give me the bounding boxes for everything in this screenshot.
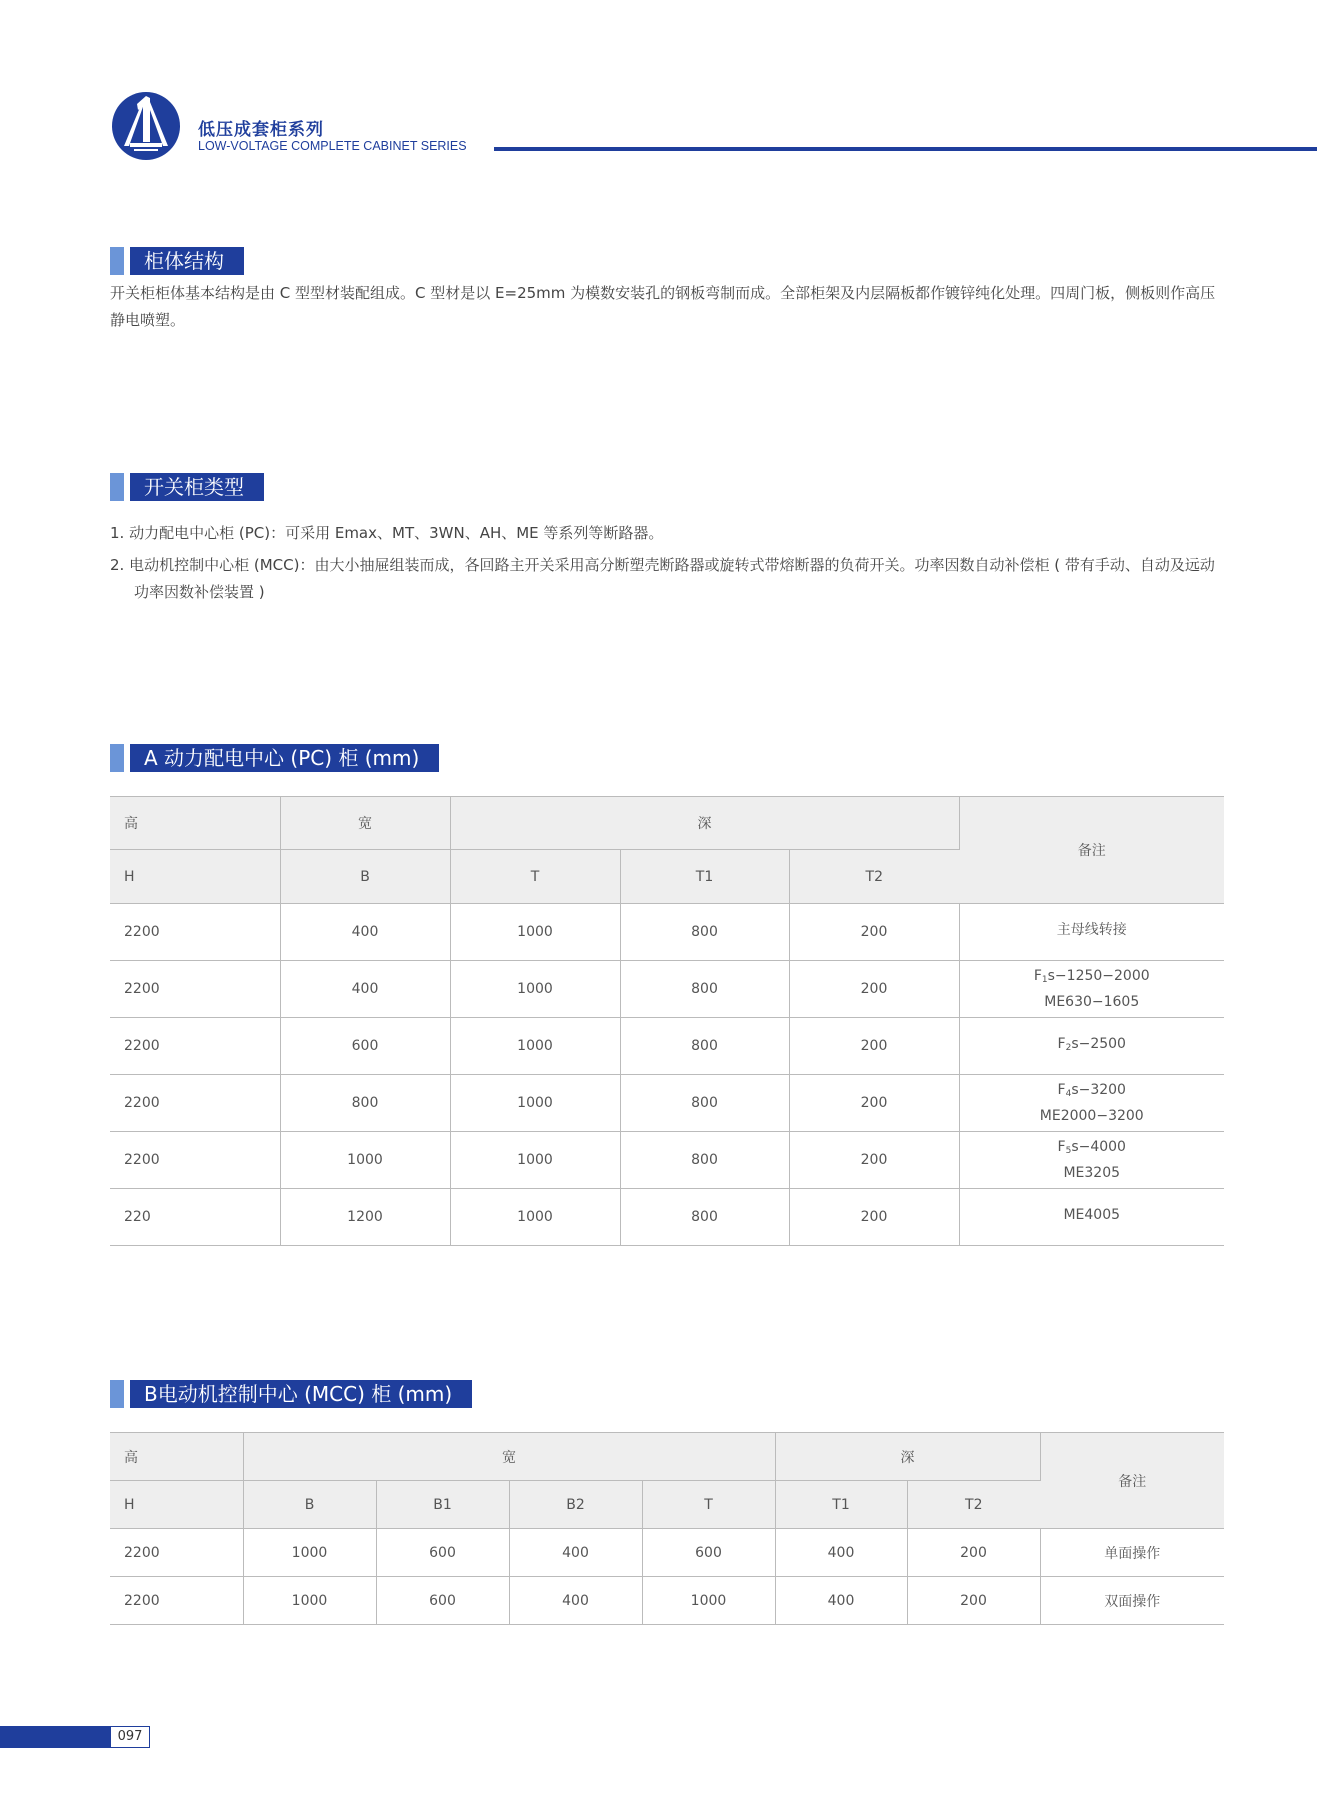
table-row bbox=[110, 1075, 1224, 1132]
cell-note bbox=[959, 1075, 1224, 1132]
cell-t: 1000 bbox=[450, 1132, 620, 1189]
header-cell: H bbox=[110, 850, 280, 904]
cell-t2: 200 bbox=[789, 1075, 959, 1132]
header-cell: B1 bbox=[376, 1481, 509, 1529]
cell-h: 220 bbox=[110, 1189, 280, 1246]
footer-bar bbox=[0, 1726, 110, 1748]
page-number: 097 bbox=[110, 1726, 150, 1748]
cell-t1: 800 bbox=[620, 1132, 789, 1189]
section-bar bbox=[110, 247, 124, 275]
section-label: 开关柜类型 bbox=[130, 473, 264, 501]
company-logo bbox=[110, 90, 182, 162]
cell-b: 400 bbox=[280, 904, 450, 961]
cell-h: 2200 bbox=[110, 1132, 280, 1189]
table-row bbox=[110, 1189, 1224, 1246]
header-cell: T2 bbox=[907, 1481, 1040, 1529]
cell-t: 1000 bbox=[642, 1577, 775, 1625]
cell-b: 600 bbox=[280, 1018, 450, 1075]
section-label: A 动力配电中心 (PC) 柜 (mm) bbox=[130, 744, 439, 772]
header-cell: T1 bbox=[775, 1481, 907, 1529]
header-cell: H bbox=[110, 1481, 243, 1529]
cell-h: 2200 bbox=[110, 1529, 243, 1577]
note-line2: ME2000−3200 bbox=[1039, 1108, 1144, 1124]
cell-t2: 200 bbox=[789, 961, 959, 1018]
cell-h: 2200 bbox=[110, 1577, 243, 1625]
note-line2: ME630−1605 bbox=[1044, 994, 1140, 1010]
cell-b: 1000 bbox=[280, 1132, 450, 1189]
table-row bbox=[110, 1529, 1224, 1577]
cell-t1: 800 bbox=[620, 1189, 789, 1246]
cell-note bbox=[959, 1132, 1224, 1189]
header-cell: 深 bbox=[450, 797, 959, 850]
cell-t2: 200 bbox=[789, 1018, 959, 1075]
cell-t1: 800 bbox=[620, 1018, 789, 1075]
cell-t: 1000 bbox=[450, 904, 620, 961]
cell-h: 2200 bbox=[110, 904, 280, 961]
section-title-cabinet-types bbox=[110, 473, 264, 501]
cell-h: 2200 bbox=[110, 1018, 280, 1075]
header-cell: 高 bbox=[110, 797, 280, 850]
cell-note: 双面操作 bbox=[1040, 1577, 1224, 1625]
header-cell: B bbox=[243, 1481, 376, 1529]
cell-note bbox=[959, 904, 1224, 961]
cell-t2: 200 bbox=[789, 1132, 959, 1189]
cell-b2: 400 bbox=[509, 1529, 642, 1577]
section-title-table-b bbox=[110, 1380, 472, 1408]
header-cell: T bbox=[450, 850, 620, 904]
list-item: 2. 电动机控制中心柜 (MCC)：由大小抽屉组装而成，各回路主开关采用高分断塑壳断路器或旋转式带熔断器的负荷开关。功率因数自动补偿柜 ( 带有手动、自动及远动功率因数补偿装置 ) bbox=[110, 556, 1215, 601]
cell-t1: 800 bbox=[620, 1075, 789, 1132]
header-cell: B2 bbox=[509, 1481, 642, 1529]
cell-t1: 800 bbox=[620, 904, 789, 961]
note-line1: $F_4s-3200$ bbox=[1057, 1082, 1126, 1099]
table-row bbox=[110, 1132, 1224, 1189]
section-bar bbox=[110, 473, 124, 501]
cell-b1: 600 bbox=[376, 1529, 509, 1577]
note-line2: ME3205 bbox=[1063, 1165, 1121, 1181]
header-cell: 宽 bbox=[243, 1433, 775, 1481]
mcc-cabinet-table bbox=[110, 1432, 1224, 1625]
cell-note bbox=[959, 1189, 1224, 1246]
note-line1: $F_1s-1250-2000$ bbox=[1033, 968, 1150, 985]
pc-cabinet-table bbox=[110, 796, 1224, 1246]
section-bar bbox=[110, 744, 124, 772]
section-title-table-a bbox=[110, 744, 439, 772]
cell-b: 800 bbox=[280, 1075, 450, 1132]
table-row bbox=[110, 904, 1224, 961]
cell-b: 1000 bbox=[243, 1529, 376, 1577]
section-bar bbox=[110, 1380, 124, 1408]
cell-b1: 600 bbox=[376, 1577, 509, 1625]
header-cell: 高 bbox=[110, 1433, 243, 1481]
cell-t2: 200 bbox=[907, 1577, 1040, 1625]
cell-t: 1000 bbox=[450, 1018, 620, 1075]
cell-b: 1000 bbox=[243, 1577, 376, 1625]
table-header-row bbox=[110, 1433, 1224, 1481]
page-header bbox=[0, 0, 1317, 170]
cell-b: 1200 bbox=[280, 1189, 450, 1246]
header-divider bbox=[494, 147, 1317, 151]
cabinet-structure-text: 开关柜柜体基本结构是由 C 型型材装配组成。C 型材是以 E=25mm 为模数安装孔的钢板弯制而成。全部柜架及内层隔板都作镀锌纯化处理。四周门板，侧板则作高压静电喷塑。 bbox=[110, 284, 1216, 329]
table-row bbox=[110, 961, 1224, 1018]
cell-t: 1000 bbox=[450, 1189, 620, 1246]
note-line1: 主母线转接 bbox=[1056, 922, 1127, 938]
brand-title-cn: 低压成套柜系列 bbox=[198, 120, 324, 140]
cell-t: 1000 bbox=[450, 1075, 620, 1132]
cell-t1: 800 bbox=[620, 961, 789, 1018]
section-label: B电动机控制中心 (MCC) 柜 (mm) bbox=[130, 1380, 472, 1408]
cell-note bbox=[959, 961, 1224, 1018]
cell-t: 600 bbox=[642, 1529, 775, 1577]
cell-h: 2200 bbox=[110, 1075, 280, 1132]
section-title-cabinet-structure bbox=[110, 247, 244, 275]
cell-t2: 200 bbox=[907, 1529, 1040, 1577]
cell-t1: 400 bbox=[775, 1577, 907, 1625]
cell-t: 1000 bbox=[450, 961, 620, 1018]
cell-t1: 400 bbox=[775, 1529, 907, 1577]
header-cell: T1 bbox=[620, 850, 789, 904]
cell-h: 2200 bbox=[110, 961, 280, 1018]
section-label: 柜体结构 bbox=[130, 247, 244, 275]
header-cell: 宽 bbox=[280, 797, 450, 850]
note-line1: $F_2s-2500$ bbox=[1057, 1036, 1126, 1053]
cell-note bbox=[959, 1018, 1224, 1075]
cell-b: 400 bbox=[280, 961, 450, 1018]
cell-b2: 400 bbox=[509, 1577, 642, 1625]
table-row bbox=[110, 1577, 1224, 1625]
table-row bbox=[110, 1018, 1224, 1075]
header-cell: T bbox=[642, 1481, 775, 1529]
cell-t2: 200 bbox=[789, 1189, 959, 1246]
note-line1: $F_5s-4000$ bbox=[1057, 1139, 1126, 1156]
header-cell: 备注 bbox=[1040, 1433, 1224, 1529]
header-cell: 备注 bbox=[959, 797, 1224, 904]
header-cell: T2 bbox=[789, 850, 959, 904]
list-item: 1. 动力配电中心柜 (PC)：可采用 Emax、MT、3WN、AH、ME 等系列等断路器。 bbox=[110, 524, 664, 542]
cell-t2: 200 bbox=[789, 904, 959, 961]
note-line1: ME4005 bbox=[1063, 1207, 1121, 1223]
brand-title-en: LOW-VOLTAGE COMPLETE CABINET SERIES bbox=[198, 139, 467, 153]
header-cell: B bbox=[280, 850, 450, 904]
cell-note: 单面操作 bbox=[1040, 1529, 1224, 1577]
header-cell: 深 bbox=[775, 1433, 1040, 1481]
table-header-row bbox=[110, 797, 1224, 850]
